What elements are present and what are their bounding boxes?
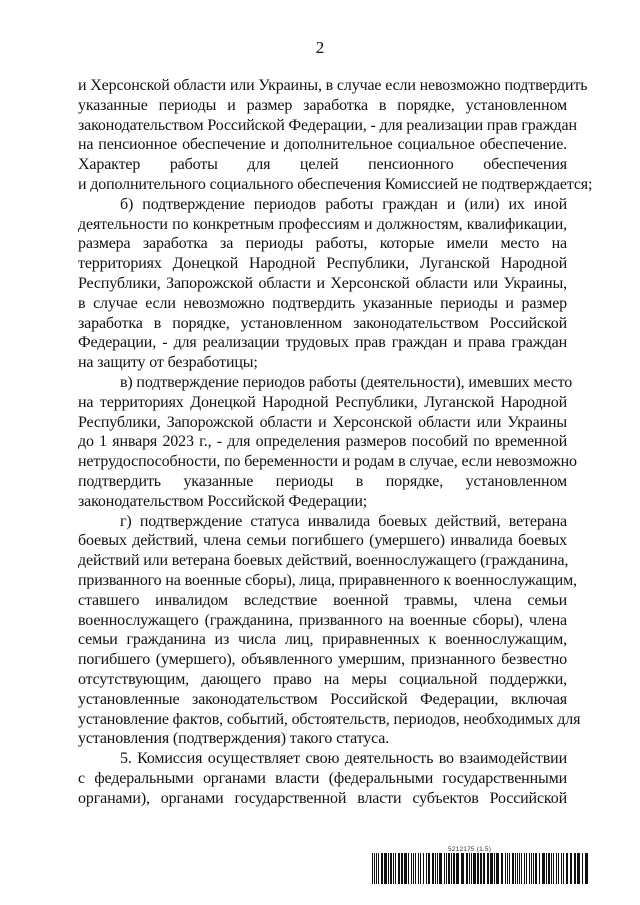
barcode-bar — [435, 853, 436, 884]
barcode-bar — [411, 853, 412, 884]
text-line: в случае если невозможно подтвердить указанные периоды и размер — [78, 294, 567, 312]
barcode-bar — [461, 853, 464, 884]
text-line: в) подтверждение периодов работы (деятельности), имевших место — [120, 373, 573, 391]
barcode-bar — [393, 853, 394, 884]
barcode-bar — [471, 853, 472, 884]
barcode-bar — [428, 853, 430, 884]
barcode-bar — [372, 853, 373, 884]
text-line: на защиту от безработицы; — [78, 354, 258, 372]
barcode-bar — [585, 853, 588, 884]
barcode-bar — [448, 853, 450, 884]
barcode-bar — [533, 853, 534, 884]
text-line: 5. Комиссия осуществляет свою деятельность во взаимодействии — [120, 750, 567, 768]
text-line: Федерации, - для реализации трудовых прав граждан и права граждан — [78, 334, 567, 352]
document-body — [78, 76, 593, 808]
barcode-bar — [378, 853, 379, 884]
text-line: установленные законодательством Российской Федерации, включая — [78, 690, 567, 708]
barcode-bar — [395, 853, 396, 884]
barcode-bar — [553, 853, 554, 884]
barcode-bar — [408, 853, 409, 884]
text-line: боевых действий, члена семьи погибшего (умершего) инвалида боевых — [78, 532, 567, 550]
barcode-bar — [420, 853, 421, 884]
barcode-bar — [453, 853, 455, 884]
page-number: 2 — [315, 38, 325, 57]
barcode-bar — [551, 853, 552, 884]
text-line: подтвердить указанные периоды в порядке, установленном — [78, 472, 567, 490]
barcode-bar — [535, 853, 537, 884]
text-line: на территориях Донецкой Народной Республики, Луганской Народной — [78, 393, 567, 411]
barcode-bar — [413, 853, 414, 884]
barcode-bar — [490, 853, 493, 884]
text-line: органами), органами государственной власти субъектов Российской — [78, 789, 567, 807]
text-line: указанные периоды и размер заработка в порядке, установленном — [78, 96, 567, 114]
barcode-bar — [480, 853, 482, 884]
barcode-bar — [456, 853, 459, 884]
barcode-bar — [519, 853, 520, 884]
text-line: законодательством Российской Федерации, - для реализации прав граждан — [78, 116, 577, 134]
text-line: законодательством Российской Федерации; — [78, 492, 368, 510]
barcode-bar — [526, 853, 527, 884]
barcode-bar — [444, 853, 445, 884]
barcode-bar — [566, 853, 568, 884]
barcode-bar — [381, 853, 383, 884]
barcode-bar — [577, 853, 580, 884]
barcode-bar — [401, 853, 403, 884]
barcode-bar — [432, 853, 434, 884]
text-line: призванного на военные сборы), лица, приравненного к военнослужащим, — [78, 571, 577, 589]
barcode-bar — [501, 853, 503, 884]
text-line: семьи гражданина из числа лиц, приравненных к военнослужащим, — [78, 631, 567, 649]
barcode-bar — [539, 853, 540, 884]
barcode-bar — [531, 853, 532, 884]
barcode-bar — [469, 853, 470, 884]
text-line: на пенсионное обеспечение и дополнительное социальное обеспечение. — [78, 136, 567, 154]
barcode — [372, 853, 588, 884]
barcode-bar — [374, 853, 375, 884]
barcode-bar — [574, 853, 576, 884]
barcode-bar — [473, 853, 476, 884]
barcode-bar — [515, 853, 516, 884]
barcode-bar — [376, 853, 377, 884]
text-line: установления (подтверждения) такого статуса. — [78, 730, 390, 748]
barcode-bar — [509, 853, 510, 884]
text-line: погибшего (умершего), объявленного умершим, признанного безвестно — [78, 651, 567, 669]
text-line: Характер работы для целей пенсионного обеспечения — [78, 156, 567, 174]
text-line: нетрудоспособности, по беременности и родам в случае, если невозможно — [78, 453, 577, 471]
text-line: с федеральными органами власти (федеральными государственными — [78, 769, 567, 787]
barcode-bar — [517, 853, 518, 884]
text-line: и дополнительного социального обеспечения Комиссией не подтверждается; — [78, 175, 593, 193]
text-line: военнослужащего (гражданина, призванного на военные сборы), члена — [78, 611, 567, 629]
text-line: ставшего инвалидом вследствие военной травмы, члена семьи — [78, 591, 567, 609]
barcode-bar — [548, 853, 550, 884]
text-line: б) подтверждение периодов работы граждан и (или) их иной — [120, 195, 567, 213]
barcode-bar — [556, 853, 557, 884]
barcode-bar — [415, 853, 416, 884]
barcode-bar — [466, 853, 468, 884]
barcode-bar — [496, 853, 499, 884]
barcode-bar — [570, 853, 572, 884]
barcode-bar — [477, 853, 479, 884]
text-line: действий или ветерана боевых действий, военнослужащего (гражданина, — [78, 552, 569, 570]
barcode-bar — [505, 853, 506, 884]
barcode-bar — [487, 853, 489, 884]
barcode-bar — [398, 853, 400, 884]
barcode-bar — [418, 853, 419, 884]
text-line: деятельности по конкретным профессиям и должностям, квалификации, — [78, 215, 567, 233]
text-line: и Херсонской области или Украины, в случае если невозможно подтвердить — [78, 77, 588, 94]
barcode-bar — [439, 853, 442, 884]
barcode-bar — [384, 853, 387, 884]
document-code: 5212175 (1.5) — [448, 846, 492, 853]
barcode-bar — [404, 853, 407, 884]
barcode-bar — [563, 853, 564, 884]
text-line: размера заработка за периоды работы, которые имели место на — [78, 235, 567, 253]
barcode-bar — [546, 853, 547, 884]
barcode-bar — [524, 853, 525, 884]
barcode-bar — [423, 853, 424, 884]
barcode-bar — [529, 853, 530, 884]
text-line: г) подтверждение статуса инвалида боевых действий, ветерана — [120, 512, 567, 530]
barcode-bar — [558, 853, 559, 884]
text-line: Республики, Запорожской области и Херсонской области или Украины, — [78, 274, 567, 292]
barcode-bar — [388, 853, 389, 884]
barcode-bar — [542, 853, 545, 884]
barcode-bar — [483, 853, 485, 884]
text-line: Республики, Запорожской области и Херсонской области или Украины — [78, 413, 567, 431]
barcode-bar — [426, 853, 427, 884]
text-line: заработка в порядке, установленном законодательством Российской — [78, 314, 567, 332]
barcode-bar — [446, 853, 447, 884]
barcode-bar — [521, 853, 522, 884]
barcode-bar — [451, 853, 452, 884]
barcode-bar — [582, 853, 583, 884]
text-line: установление фактов, событий, обстоятельств, периодов, необходимых для — [78, 710, 581, 728]
barcode-bar — [507, 853, 508, 884]
text-line: до 1 января 2023 г., - для определения размеров пособий по временной — [78, 433, 567, 451]
barcode-bar — [437, 853, 438, 884]
barcode-bar — [390, 853, 392, 884]
barcode-bar — [561, 853, 562, 884]
text-line: отсутствующим, дающего право на меры социальной поддержки, — [78, 670, 567, 688]
text-line: территориях Донецкой Народной Республики, Луганской Народной — [78, 255, 567, 273]
barcode-bar — [494, 853, 495, 884]
barcode-bar — [512, 853, 514, 884]
